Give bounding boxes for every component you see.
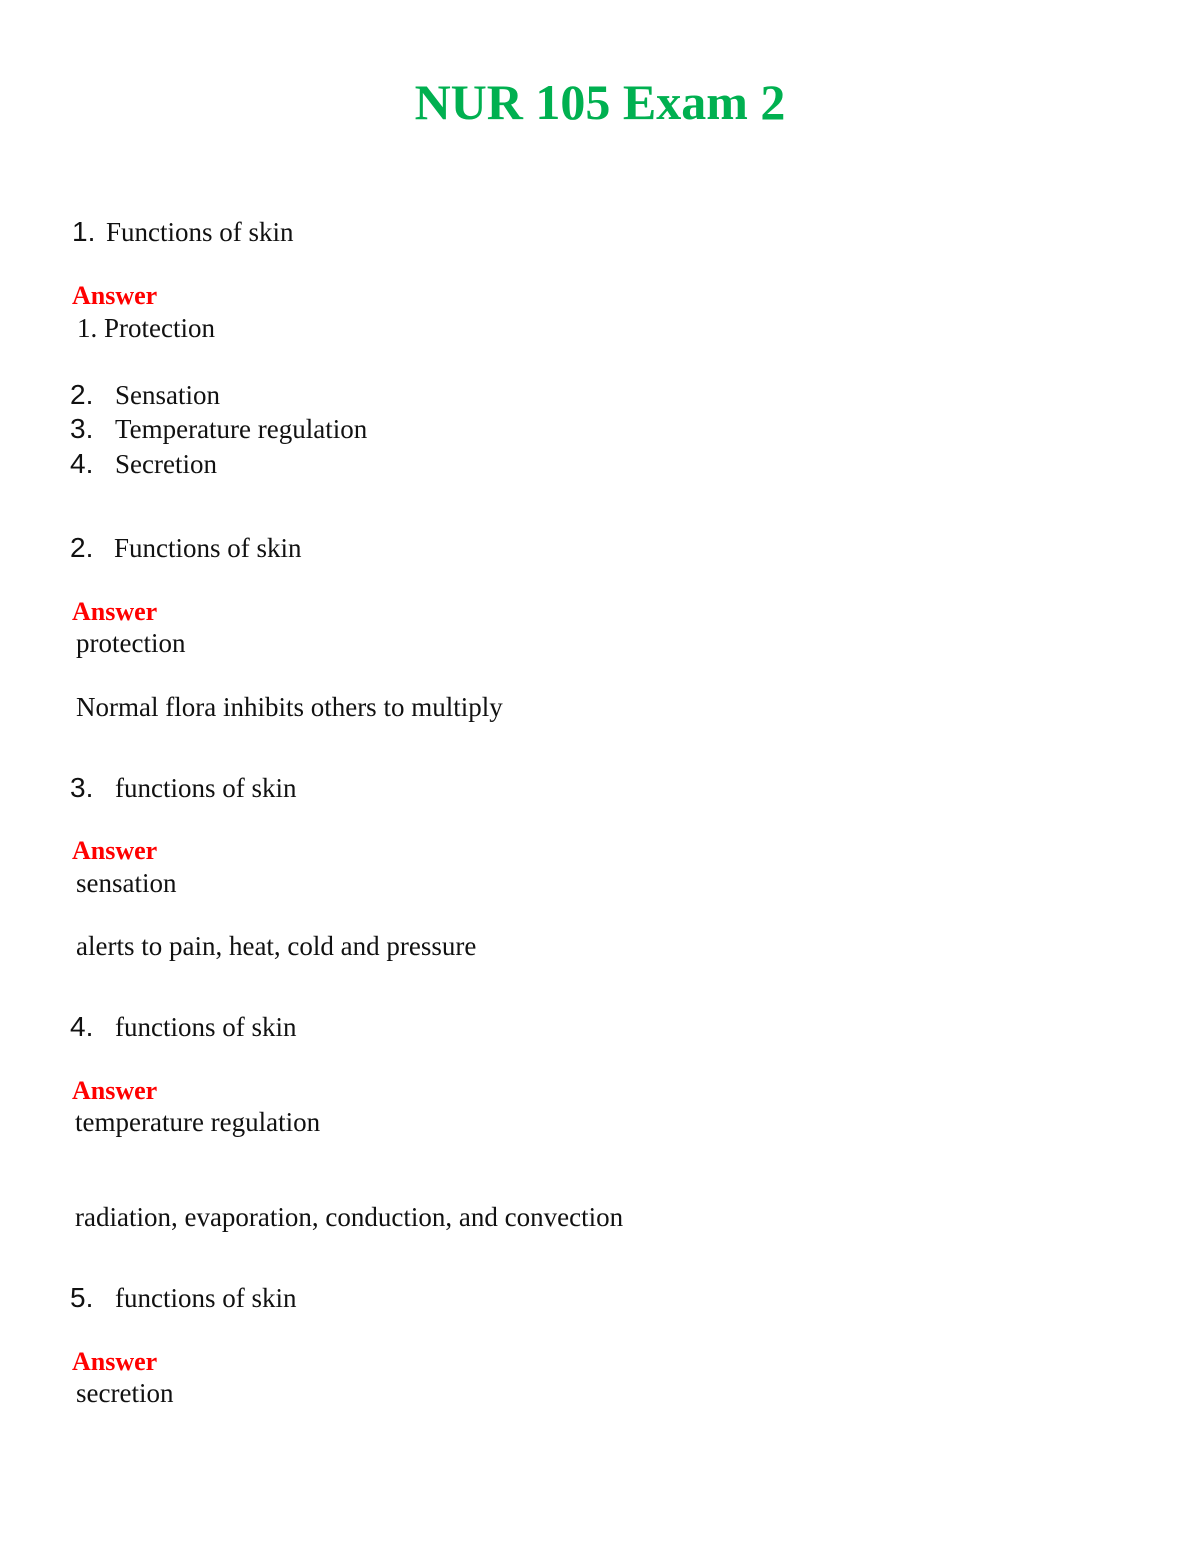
question-text: functions of skin bbox=[115, 1012, 297, 1042]
answer-line: Normal flora inhibits others to multiply bbox=[76, 692, 503, 722]
question-text: Functions of skin bbox=[114, 533, 302, 563]
answer-line: sensation bbox=[76, 868, 177, 898]
question-number: 2. bbox=[70, 532, 94, 563]
list-number: 2. bbox=[70, 379, 94, 410]
question-5 bbox=[70, 1281, 297, 1315]
list-number: 4. bbox=[70, 448, 94, 479]
answer-line: protection bbox=[76, 628, 186, 658]
answer-line: 1. Protection bbox=[77, 313, 215, 343]
list-text: Secretion bbox=[115, 449, 217, 479]
answer-line: secretion bbox=[76, 1378, 174, 1408]
document-title: NUR 105 Exam 2 bbox=[414, 74, 786, 130]
answer-label: Answer bbox=[72, 1076, 158, 1105]
question-3 bbox=[70, 771, 297, 805]
answer-label: Answer bbox=[72, 597, 158, 626]
question-number: 3. bbox=[70, 772, 94, 803]
answer-line: radiation, evaporation, conduction, and convection bbox=[75, 1202, 624, 1232]
answer-list-item bbox=[70, 447, 217, 481]
answer-line: alerts to pain, heat, cold and pressure bbox=[76, 931, 477, 961]
question-number: 4. bbox=[70, 1011, 94, 1042]
question-2 bbox=[70, 531, 302, 565]
question-text: Functions of skin bbox=[106, 217, 294, 247]
question-4 bbox=[70, 1010, 297, 1044]
question-number: 5. bbox=[70, 1282, 94, 1313]
question-1 bbox=[72, 215, 294, 249]
answer-line: temperature regulation bbox=[75, 1107, 321, 1137]
answer-label: Answer bbox=[72, 836, 158, 865]
list-text: Sensation bbox=[115, 380, 220, 410]
answer-label: Answer bbox=[72, 281, 158, 310]
list-text: Temperature regulation bbox=[115, 414, 368, 444]
answer-list-item bbox=[70, 378, 220, 412]
list-number: 3. bbox=[70, 413, 94, 444]
question-text: functions of skin bbox=[115, 773, 297, 803]
answer-label: Answer bbox=[72, 1347, 158, 1376]
question-text: functions of skin bbox=[115, 1283, 297, 1313]
question-number: 1. bbox=[72, 216, 96, 247]
answer-list-item bbox=[70, 412, 367, 446]
